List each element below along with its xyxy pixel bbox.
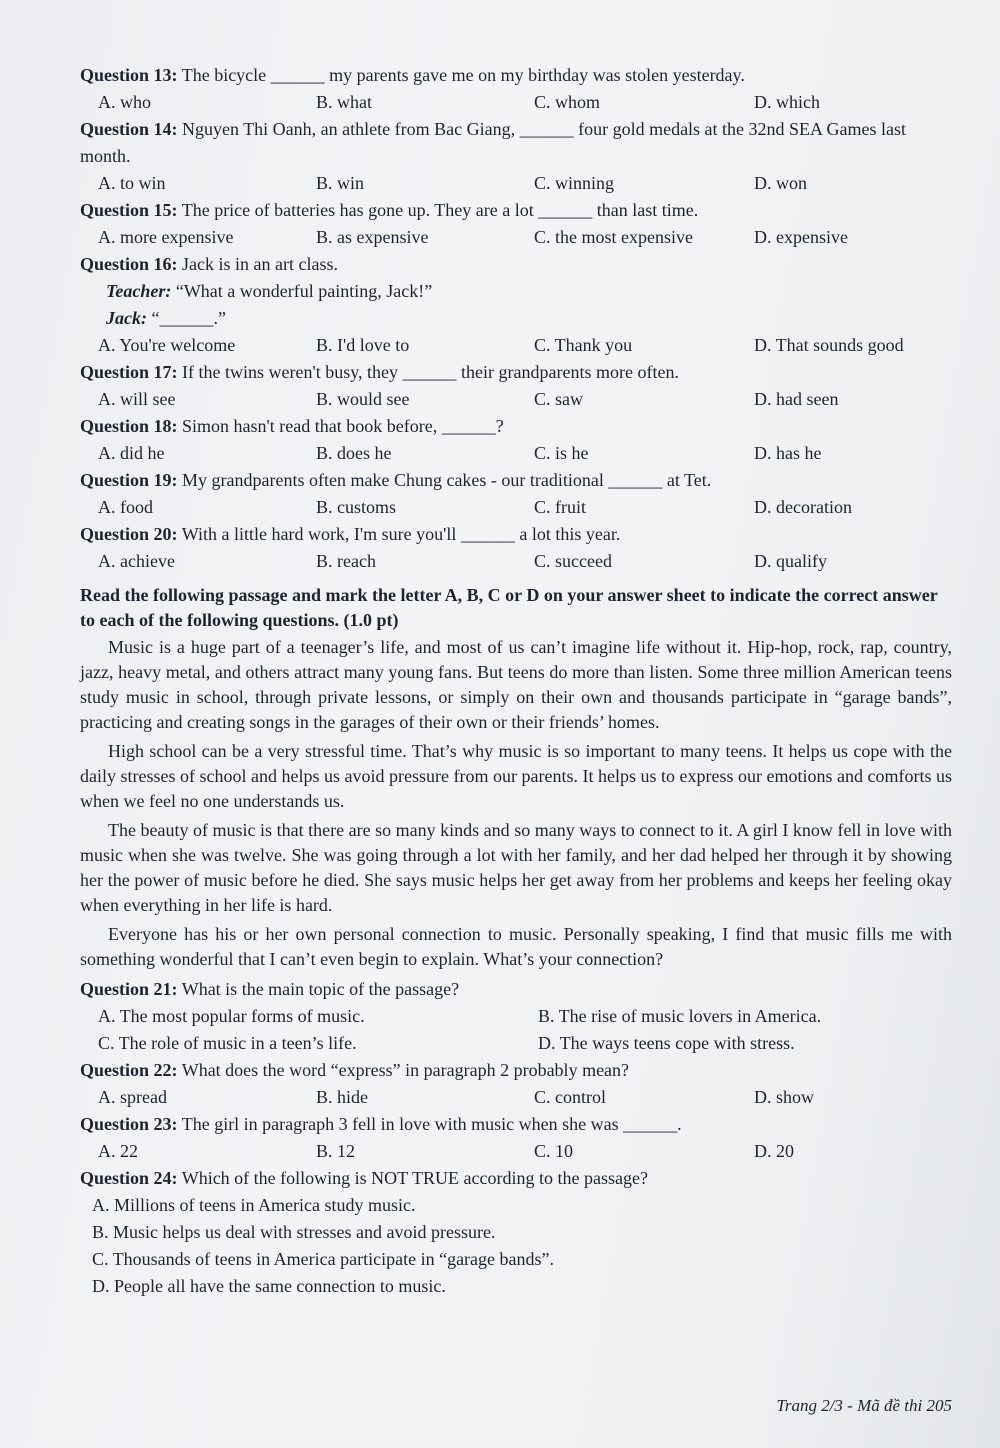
option-d: D. 20 xyxy=(754,1141,794,1161)
option-c: C. succeed xyxy=(534,551,612,571)
option-d: D. The ways teens cope with stress. xyxy=(538,1033,795,1053)
option-c: C. Thank you xyxy=(534,335,633,355)
option-c: C. saw xyxy=(534,389,583,409)
option-b: B. 12 xyxy=(316,1141,356,1161)
question-17-options xyxy=(98,386,952,413)
option-a: A. 22 xyxy=(98,1141,138,1161)
option-b: B. The rise of music lovers in America. xyxy=(538,1006,822,1026)
question-18: Question 18: Simon hasn't read that book before, ______? xyxy=(80,416,504,436)
option-c: C. fruit xyxy=(534,497,586,517)
option-c: C. 10 xyxy=(534,1141,574,1161)
option-a: A. You're welcome xyxy=(98,335,236,355)
question-14: Question 14: Nguyen Thi Oanh, an athlete from Bac Giang, ______ four gold medals at the 32nd SEA Games last month. xyxy=(80,119,907,166)
page-content xyxy=(80,62,952,1300)
question-15-options xyxy=(98,224,952,251)
option-a: A. will see xyxy=(98,389,176,409)
option-d: D. expensive xyxy=(754,227,848,247)
option-d: D. qualify xyxy=(754,551,827,571)
option-d: D. had seen xyxy=(754,389,839,409)
passage-paragraph-1: Music is a huge part of a teenager’s life, and most of us can’t imagine life without it. Hip-hop, rock, rap, country, jazz, heavy metal, and others attract many young fans. But teens do more than listen. Some three million American teens study music in school, through private lessons, or simply on their own and thousands participate in “garage bands”, practicing and creating songs in the garages of their own or their friends’ homes. xyxy=(80,637,952,732)
option-b: B. as expensive xyxy=(316,227,429,247)
option-b: B. hide xyxy=(316,1087,368,1107)
question-20: Question 20: With a little hard work, I'm sure you'll ______ a lot this year. xyxy=(80,524,621,544)
question-23: Question 23: The girl in paragraph 3 fell in love with music when she was ______. xyxy=(80,1114,682,1134)
option-a: A. food xyxy=(98,497,153,517)
reading-instruction: Read the following passage and mark the letter A, B, C or D on your answer sheet to indicate the correct answer to each of the following questions. (1.0 pt) xyxy=(80,585,938,630)
option-a: A. spread xyxy=(98,1087,167,1107)
question-20-options xyxy=(98,548,952,575)
question-21: Question 21: What is the main topic of the passage? xyxy=(80,979,460,999)
option-b: B. would see xyxy=(316,389,410,409)
option-c: C. The role of music in a teen’s life. xyxy=(98,1033,357,1053)
option-d: D. won xyxy=(754,173,807,193)
question-24-options xyxy=(92,1192,952,1300)
option-b: B. does he xyxy=(316,443,392,463)
option-b: B. reach xyxy=(316,551,376,571)
question-13: Question 13: The bicycle ______ my parents gave me on my birthday was stolen yesterday. xyxy=(80,65,745,85)
option-b: B. win xyxy=(316,173,365,193)
option-a: A. The most popular forms of music. xyxy=(98,1006,365,1026)
option-c: C. control xyxy=(534,1087,606,1107)
question-16-options xyxy=(98,332,952,359)
option-c: C. is he xyxy=(534,443,589,463)
question-23-options xyxy=(98,1138,952,1165)
option-a: A. Millions of teens in America study music. xyxy=(92,1195,416,1215)
passage-paragraph-4: Everyone has his or her own personal connection to music. Personally speaking, I find that music fills me with something wonderful that I can’t even begin to explain. What’s your connection? xyxy=(80,924,952,969)
option-c: C. whom xyxy=(534,92,601,112)
question-18-options xyxy=(98,440,952,467)
option-d: D. show xyxy=(754,1087,815,1107)
dialog-jack: Jack: “______.” xyxy=(106,308,226,328)
page-footer: Trang 2/3 - Mã đề thi 205 xyxy=(776,1396,952,1415)
question-24: Question 24: Which of the following is NOT TRUE according to the passage? xyxy=(80,1168,648,1188)
question-14-options xyxy=(98,170,952,197)
question-16: Question 16: Jack is in an art class. xyxy=(80,254,338,274)
question-17: Question 17: If the twins weren't busy, they ______ their grandparents more often. xyxy=(80,362,679,382)
option-d: D. decoration xyxy=(754,497,852,517)
option-a: A. achieve xyxy=(98,551,175,571)
question-19-options xyxy=(98,494,952,521)
option-a: A. who xyxy=(98,92,151,112)
option-b: B. Music helps us deal with stresses and avoid pressure. xyxy=(92,1222,496,1242)
question-21-options xyxy=(98,1003,952,1057)
option-d: D. which xyxy=(754,92,820,112)
passage-paragraph-3: The beauty of music is that there are so many kinds and so many ways to connect to it. A girl I know fell in love with music when she was twelve. She was going through a lot with her family, and her dad helped her through it by showing her the power of music before he died. She says music helps her get away from her problems and keeps her feeling okay when everything in her life is hard. xyxy=(80,820,952,915)
question-15: Question 15: The price of batteries has gone up. They are a lot ______ than last time. xyxy=(80,200,699,220)
question-22-options xyxy=(98,1084,952,1111)
dialog-teacher: Teacher: “What a wonderful painting, Jack!” xyxy=(106,281,433,301)
option-c: C. the most expensive xyxy=(534,227,693,247)
option-a: A. more expensive xyxy=(98,227,234,247)
option-a: A. did he xyxy=(98,443,165,463)
option-a: A. to win xyxy=(98,173,166,193)
option-b: B. what xyxy=(316,92,372,112)
question-13-options xyxy=(98,89,952,116)
option-b: B. customs xyxy=(316,497,397,517)
option-d: D. That sounds good xyxy=(754,335,904,355)
passage-paragraph-2: High school can be a very stressful time. That’s why music is so important to many teens. It helps us cope with the daily stresses of school and helps us avoid pressure from our parents. It helps us to express our emotions and comforts us when we feel no one understands us. xyxy=(80,741,952,811)
option-d: D. has he xyxy=(754,443,822,463)
option-c: C. winning xyxy=(534,173,615,193)
question-19: Question 19: My grandparents often make Chung cakes - our traditional ______ at Tet. xyxy=(80,470,712,490)
option-d: D. People all have the same connection to music. xyxy=(92,1276,446,1296)
option-b: B. I'd love to xyxy=(316,335,410,355)
option-c: C. Thousands of teens in America participate in “garage bands”. xyxy=(92,1249,555,1269)
question-22: Question 22: What does the word “express” in paragraph 2 probably mean? xyxy=(80,1060,630,1080)
